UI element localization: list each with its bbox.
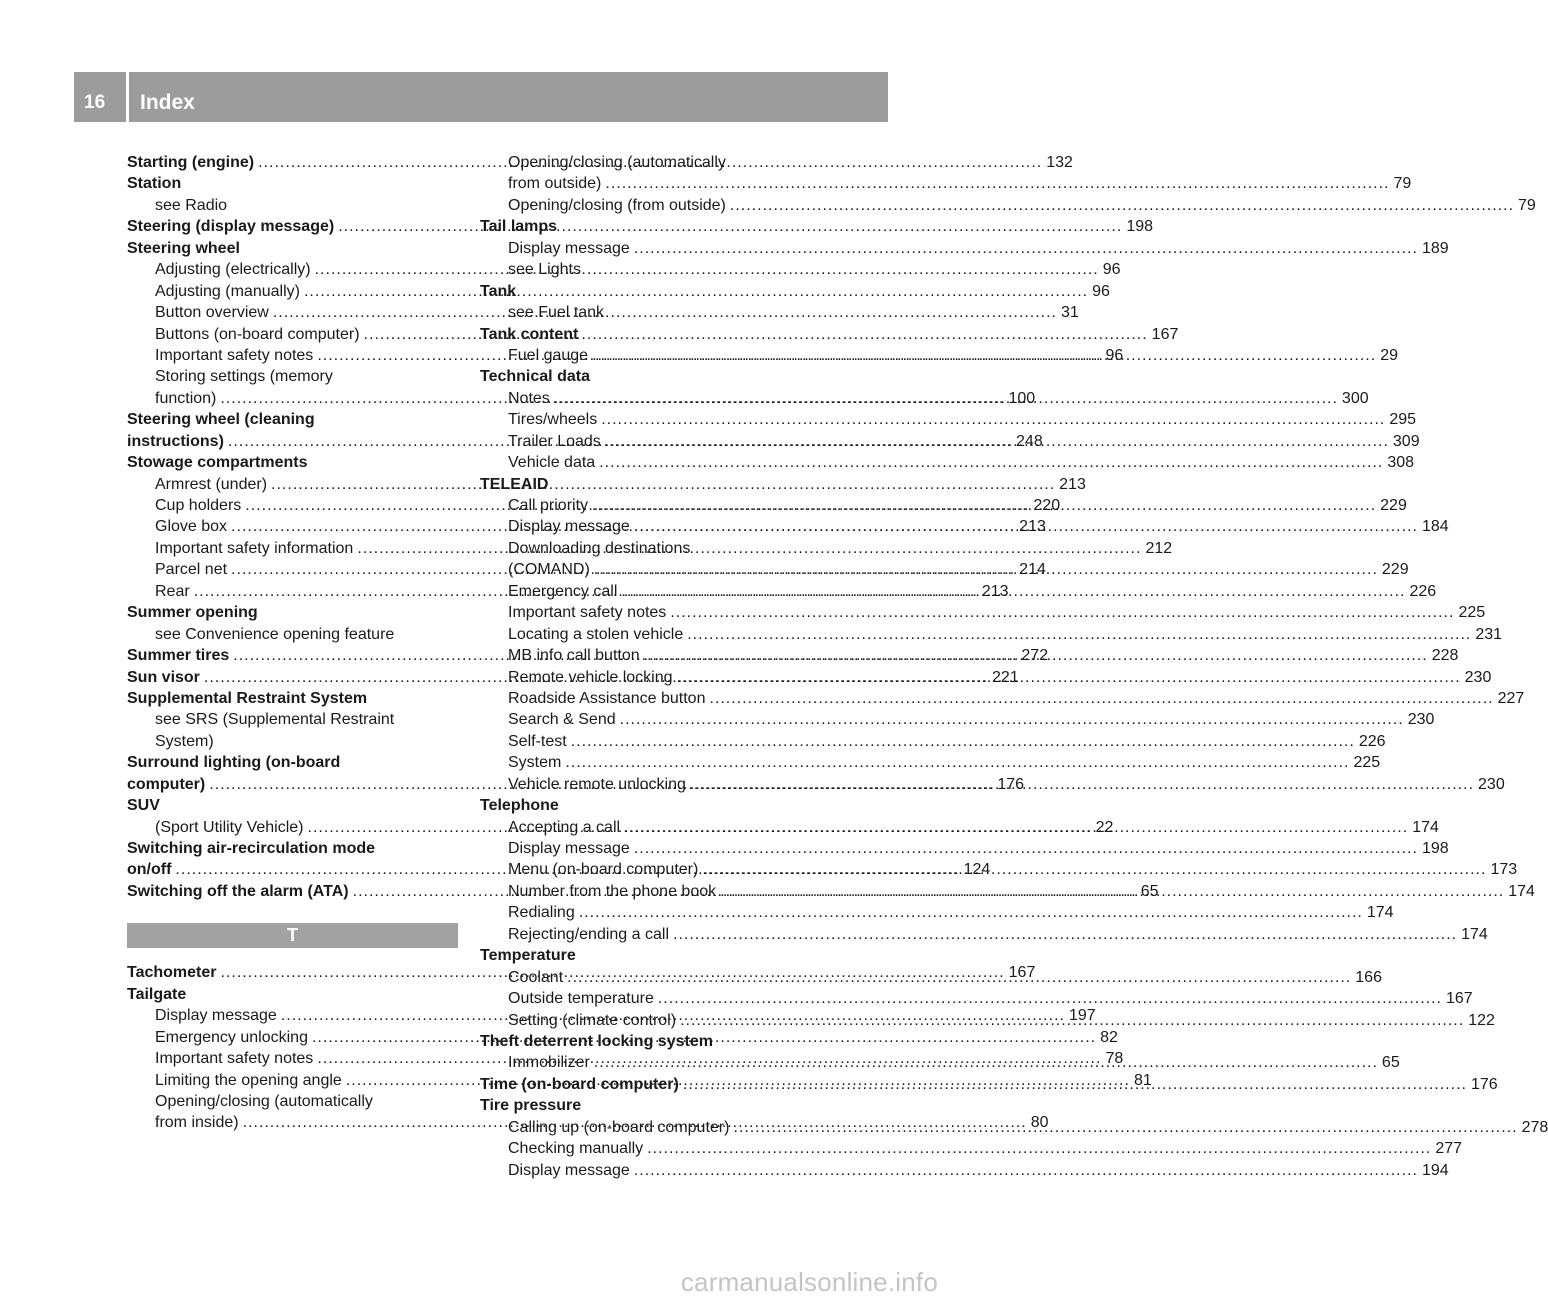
- index-entry: [127, 752, 458, 773]
- index-subentry: [480, 152, 811, 173]
- entry-label: Summer opening: [127, 604, 258, 622]
- dot-leader: [634, 516, 1418, 537]
- entry-label: Theft deterrent locking system: [480, 1032, 713, 1050]
- entry-label: Station: [127, 175, 182, 193]
- page-reference: 79: [1393, 175, 1412, 193]
- entry-label: Downloading destinations: [508, 539, 691, 557]
- page-reference: 96: [1105, 346, 1124, 364]
- entry-label: System: [508, 754, 562, 772]
- dot-leader: [605, 431, 1389, 452]
- entry-label: Storing settings (memory: [155, 368, 333, 386]
- index-entry: [127, 452, 458, 473]
- entry-label: (Sport Utility Vehicle): [155, 818, 304, 836]
- entry-label: Display message: [508, 518, 630, 536]
- page-reference: 29: [1380, 346, 1398, 364]
- dot-leader: [677, 667, 1461, 688]
- entry-label: Parcel net: [155, 561, 228, 579]
- index-subentry: [480, 195, 1536, 216]
- page-reference: 22: [1095, 818, 1114, 836]
- entry-label: Menu (on-board computer): [508, 861, 699, 879]
- entry-label: Call priority: [508, 497, 589, 514]
- entry-label: Opening/closing (automatically: [155, 1092, 373, 1110]
- dot-leader: [599, 452, 1383, 473]
- page-reference: 166: [1355, 968, 1382, 986]
- index-entry: [127, 984, 458, 1005]
- entry-label: Important safety information: [155, 539, 354, 557]
- page-reference: 96: [1092, 282, 1110, 300]
- dot-leader: [683, 1074, 1467, 1095]
- index-subentry: [480, 924, 1488, 945]
- index-subentry: [480, 238, 1449, 259]
- entry-label: Search & Send: [508, 711, 616, 729]
- dot-leader: [579, 902, 1363, 923]
- entry-label: (COMAND): [508, 561, 590, 579]
- entry-label: Cup holders: [155, 497, 242, 514]
- index-entry: [480, 1031, 811, 1052]
- dot-leader: [594, 1052, 1378, 1073]
- page-reference: 79: [1518, 196, 1536, 214]
- entry-label: Display message: [508, 239, 630, 257]
- index-entry: [127, 238, 458, 259]
- page-reference: 96: [1102, 261, 1121, 279]
- index-entry: [127, 795, 458, 816]
- page-reference: 167: [1008, 964, 1036, 982]
- dot-leader: [647, 1138, 1431, 1159]
- entry-label: see SRS (Supplemental Restraint: [155, 711, 395, 729]
- page-reference: 230: [1478, 775, 1505, 793]
- entry-label: Display message: [155, 1007, 277, 1025]
- entry-label: Steering wheel: [127, 239, 240, 257]
- entry-label: Limiting the opening angle: [155, 1071, 342, 1089]
- entry-label: TELEAID: [480, 475, 549, 493]
- entry-label: Summer tires: [127, 647, 230, 665]
- dot-leader: [730, 195, 1514, 216]
- entry-label: Important safety notes: [508, 604, 667, 622]
- entry-label: function): [155, 389, 217, 407]
- page-reference: 78: [1105, 1050, 1124, 1068]
- entry-label: Button overview: [155, 304, 269, 322]
- page-reference: 226: [1409, 582, 1437, 600]
- entry-label: Temperature: [480, 947, 576, 965]
- entry-label: Setting (climate control): [508, 1011, 677, 1029]
- dot-leader: [670, 602, 1454, 623]
- index-subentry: [480, 752, 1381, 773]
- index-entry: [127, 838, 458, 859]
- page-reference: 231: [1475, 625, 1503, 643]
- page-reference: 167: [1445, 990, 1473, 1008]
- index-entry: [127, 688, 458, 709]
- index-entry: [480, 366, 811, 387]
- entry-label: Vehicle remote unlocking: [508, 775, 686, 793]
- entry-label: Buttons (on-board computer): [155, 325, 360, 343]
- page-reference: 230: [1464, 668, 1492, 686]
- entry-label: Self-test: [508, 732, 567, 750]
- entry-label: Armrest (under): [155, 475, 268, 493]
- page-reference: 174: [1366, 904, 1394, 922]
- entry-label: Immobilizer: [508, 1054, 590, 1072]
- dot-leader: [634, 838, 1418, 859]
- header-divider: [126, 72, 129, 122]
- entry-label: Sun visor: [127, 668, 200, 686]
- page-reference: 300: [1341, 389, 1369, 407]
- entry-label: Switching air-recirculation mode: [127, 840, 376, 857]
- index-entry: [480, 945, 811, 966]
- dot-leader: [621, 581, 1405, 602]
- entry-label: Tire pressure: [480, 1097, 582, 1115]
- index-subentry: [127, 195, 458, 216]
- entry-label: Redialing: [508, 904, 575, 922]
- index-subentry: [480, 902, 1394, 923]
- dot-leader: [567, 967, 1351, 988]
- index-subentry: [127, 366, 458, 387]
- page-reference: 176: [997, 775, 1025, 793]
- dot-leader: [624, 817, 1408, 838]
- index-subentry: [127, 709, 458, 730]
- entry-label: Glove box: [155, 518, 228, 536]
- entry-label: Time (on-board computer): [480, 1075, 679, 1093]
- entry-label: Coolant: [508, 968, 564, 986]
- dot-leader: [720, 881, 1504, 902]
- page-reference: 213: [1059, 475, 1086, 493]
- entry-label: Rejecting/ending a call: [508, 925, 669, 943]
- index-subentry: [480, 731, 1386, 752]
- page-reference: 197: [1068, 1007, 1096, 1025]
- entry-label: Vehicle data: [508, 454, 596, 472]
- page-reference: 272: [1021, 647, 1049, 665]
- entry-label: Rear: [155, 582, 190, 600]
- page-reference: 31: [1060, 304, 1079, 322]
- entry-label: SUV: [127, 797, 160, 815]
- entry-label: Emergency unlocking: [155, 1028, 308, 1046]
- page-reference: 227: [1497, 689, 1525, 707]
- dot-leader: [702, 859, 1486, 880]
- page-reference: 132: [1046, 154, 1073, 171]
- page-reference: 198: [1421, 840, 1449, 857]
- dot-leader: [592, 495, 1376, 516]
- page-reference: 220: [1033, 497, 1061, 514]
- entry-label: Tachometer: [127, 964, 217, 982]
- entry-label: Tank: [480, 282, 517, 300]
- page-reference: 80: [1030, 1114, 1049, 1132]
- page-reference: 225: [1353, 754, 1381, 772]
- page-reference: 229: [1380, 497, 1407, 514]
- page-reference: 230: [1407, 711, 1435, 729]
- entry-label: Display message: [508, 1161, 630, 1179]
- entry-label: Steering (display message): [127, 218, 335, 236]
- entry-label: Opening/closing (from outside): [508, 196, 726, 214]
- index-subentry: [480, 409, 1417, 430]
- index-subentry: [480, 709, 1435, 730]
- page-reference: 174: [1412, 818, 1439, 836]
- entry-label: Important safety notes: [155, 1050, 314, 1068]
- index-subentry: [480, 988, 1473, 1009]
- entry-label: Fuel gauge: [508, 346, 589, 364]
- entry-label: Adjusting (electrically): [155, 261, 311, 279]
- index-subentry: [480, 1138, 1463, 1159]
- entry-label: Supplemental Restraint System: [127, 689, 368, 707]
- index-subentry: [480, 302, 811, 323]
- page-reference: 173: [1490, 861, 1518, 879]
- page-reference: 198: [1126, 218, 1154, 236]
- dot-leader: [601, 409, 1385, 430]
- index-subentry: [127, 1091, 458, 1112]
- entry-label: Opening/closing (automatically: [508, 154, 726, 171]
- index-subentry: [480, 259, 811, 280]
- entry-label: Adjusting (manually): [155, 282, 300, 300]
- entry-label: see Lights: [508, 261, 581, 279]
- entry-label: Calling up (on-board computer): [508, 1118, 730, 1136]
- entry-label: see Radio: [155, 196, 228, 214]
- dot-leader: [690, 774, 1474, 795]
- page-reference: 248: [1016, 432, 1043, 450]
- page-reference: 212: [1145, 539, 1173, 557]
- dot-leader: [658, 988, 1442, 1009]
- index-subentry: [480, 688, 1525, 709]
- entry-label: Checking manually: [508, 1140, 644, 1158]
- index-subentry: [480, 173, 1412, 194]
- page-reference: 226: [1358, 732, 1386, 750]
- entry-label: Starting (engine): [127, 154, 255, 171]
- index-entry: [480, 1095, 811, 1116]
- dot-leader: [680, 1010, 1464, 1031]
- dot-leader: [571, 731, 1355, 752]
- page-reference: 214: [1019, 561, 1046, 579]
- watermark: carmanualsonline.info: [680, 1267, 938, 1297]
- entry-label: on/off: [127, 861, 172, 879]
- index-subentry: [480, 538, 811, 559]
- page-reference: 65: [1140, 882, 1159, 900]
- index-entry: [480, 474, 811, 495]
- dot-leader: [565, 752, 1349, 773]
- page-reference: 228: [1431, 647, 1459, 665]
- entry-label: Steering wheel (cleaning: [127, 411, 315, 429]
- entry-label: instructions): [127, 432, 224, 450]
- index-entry: [127, 173, 458, 194]
- index-subentry: [127, 731, 458, 752]
- entry-label: Trailer Loads: [508, 432, 601, 450]
- page-reference: 213: [1019, 518, 1046, 536]
- entry-label: Stowage compartments: [127, 454, 308, 472]
- page-reference: 194: [1421, 1161, 1449, 1179]
- entry-label: System): [155, 732, 214, 750]
- entry-label: Number from the phone book: [508, 882, 717, 900]
- page-reference: 308: [1387, 454, 1415, 472]
- page-title: Index: [140, 91, 195, 114]
- page-reference: 184: [1421, 518, 1449, 536]
- index-subentry: [127, 624, 458, 645]
- page-reference: 81: [1133, 1071, 1152, 1089]
- index-subentry: [480, 602, 1486, 623]
- page-reference: 124: [963, 861, 991, 879]
- entry-label: MB info call button: [508, 647, 640, 665]
- entry-label: Tailgate: [127, 985, 187, 1003]
- entry-label: Display message: [508, 840, 630, 857]
- page-number: 16: [84, 92, 106, 113]
- dot-leader: [709, 688, 1493, 709]
- page-reference: 309: [1392, 432, 1420, 450]
- dot-leader: [605, 173, 1389, 194]
- dot-leader: [592, 345, 1376, 366]
- entry-label: Tail lamps: [480, 218, 558, 236]
- page-reference: 295: [1389, 411, 1417, 429]
- section-letter-t: T: [127, 923, 458, 948]
- entry-label: see Fuel tank: [508, 304, 605, 322]
- page-reference: 277: [1435, 1140, 1463, 1158]
- index-entry: [480, 324, 811, 345]
- dot-leader: [687, 624, 1471, 645]
- page-reference: 176: [1470, 1075, 1498, 1093]
- page-reference: 189: [1421, 239, 1449, 257]
- page-reference: 225: [1458, 604, 1486, 622]
- entry-label: Technical data: [480, 368, 590, 386]
- entry-label: Important safety notes: [155, 346, 314, 364]
- page-reference: 221: [992, 668, 1019, 686]
- dot-leader: [733, 1117, 1517, 1138]
- entry-label: see Convenience opening feature: [155, 625, 395, 643]
- page-reference: 213: [981, 582, 1009, 600]
- entry-label: Emergency call: [508, 582, 618, 600]
- index-entry: [480, 281, 811, 302]
- dot-leader: [644, 645, 1428, 666]
- index-entry: [127, 602, 458, 623]
- dot-leader: [673, 924, 1457, 945]
- page-header: [74, 72, 888, 122]
- dot-leader: [554, 388, 1338, 409]
- page-reference: 167: [1151, 325, 1179, 343]
- entry-label: Telephone: [480, 797, 559, 815]
- entry-label: Remote vehicle locking: [508, 668, 673, 686]
- dot-leader: [634, 1160, 1418, 1181]
- dot-leader: [634, 238, 1418, 259]
- index-entry: [480, 795, 811, 816]
- index-subentry: [480, 452, 1415, 473]
- page-reference: 65: [1381, 1054, 1400, 1072]
- page-reference: 100: [1008, 389, 1036, 407]
- page-reference: 229: [1381, 561, 1409, 579]
- index-subentry: [480, 624, 1503, 645]
- page-reference: 278: [1521, 1118, 1548, 1136]
- entry-label: Outside temperature: [508, 990, 654, 1008]
- entry-label: from inside): [155, 1114, 239, 1132]
- index-entry: [127, 409, 458, 430]
- entry-label: Tank content: [480, 325, 579, 343]
- entry-label: Notes: [508, 389, 550, 407]
- entry-label: Locating a stolen vehicle: [508, 625, 684, 643]
- index-subentry: [480, 838, 1449, 859]
- entry-label: from outside): [508, 175, 602, 193]
- index-entry: [480, 216, 811, 237]
- page-reference: 174: [1508, 882, 1535, 900]
- dot-leader: [620, 709, 1404, 730]
- page-reference: 122: [1468, 1011, 1495, 1029]
- entry-label: Tires/wheels: [508, 411, 598, 429]
- entry-label: Roadside Assistance button: [508, 689, 706, 707]
- page-reference: 82: [1100, 1028, 1118, 1046]
- dot-leader: [594, 559, 1378, 580]
- entry-label: Surround lighting (on-board: [127, 754, 341, 772]
- entry-label: Accepting a call: [508, 818, 621, 836]
- page-reference: 174: [1461, 925, 1488, 943]
- entry-label: Switching off the alarm (ATA): [127, 882, 349, 900]
- index-subentry: [480, 1160, 1449, 1181]
- entry-label: computer): [127, 775, 206, 793]
